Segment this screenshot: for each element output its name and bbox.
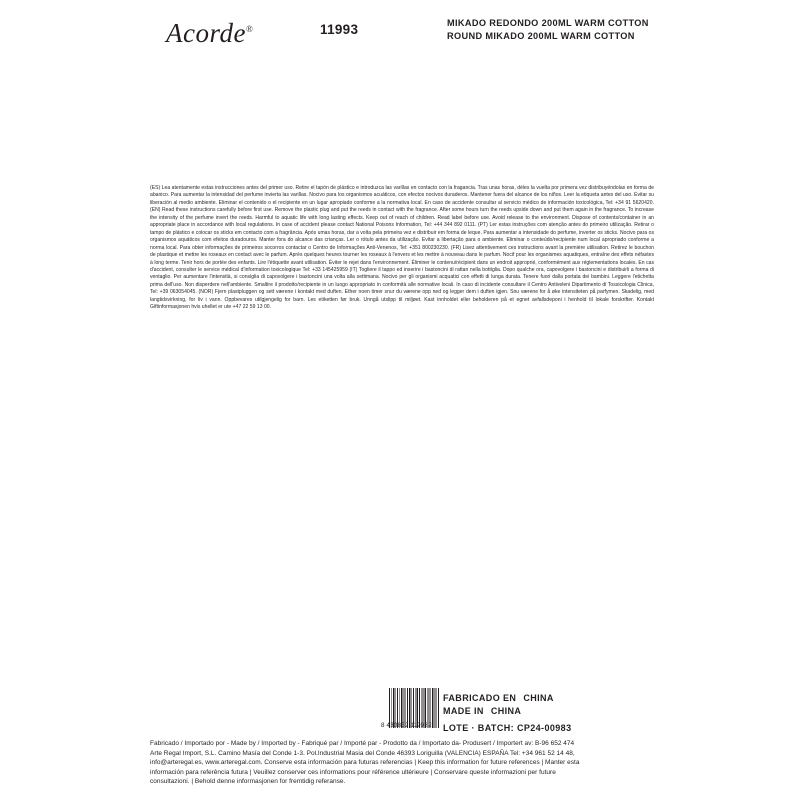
lot-batch-value: CP24-00983 xyxy=(516,723,572,733)
barcode-digits: 8 430852 119932 xyxy=(381,722,432,729)
registered-trademark-icon: ® xyxy=(245,24,254,34)
lot-batch-line xyxy=(443,723,693,733)
footer-line-3: info@arteregal.es, www.arteregal.com. Conserve esta información para futuras referencias | Keep this information for future references | Manter esta xyxy=(150,759,580,767)
lot-batch-label: LOTE · BATCH: xyxy=(443,723,515,733)
footer-line-5: consultazioni. | Behold denne informasjonen for fremtidig referanse. xyxy=(150,778,346,786)
made-in-label: MADE IN xyxy=(443,705,484,716)
barcode xyxy=(389,688,439,740)
manufacturing-block xyxy=(443,692,693,733)
made-in-line xyxy=(443,705,693,718)
brand-name: Acorde xyxy=(166,18,246,48)
footer-line-1: Fabricado / Importado por - Made by / Imported by - Fabriqué par / Importé par - Prodotto da / Importato da- Produsert / Importert av: B-96 652 474 xyxy=(150,740,575,747)
fabricado-country: CHINA xyxy=(523,693,554,703)
product-title-es: MIKADO REDONDO 200ML WARM COTTON xyxy=(447,18,649,28)
footer-line-2: Arte Regal Import, S.L. Camino Masía del Conde 1-3. Pol.Industrial Masia del Conde 46393 Loriguilla (VALENCIA) ESPAÑA Tel: +34 961 52 14 48, xyxy=(150,749,575,757)
instructions-paragraph: (ES) Lea atentamente estas instrucciones antes del primer uso. Retire el tapón de plástico e introduzca las varillas en contacto con la fragancia. Tras unas horas, déles la vuelta por primera vez distribuyéndolas en forma de abanico. Para aumentar la intensidad del perfume invierta las varillas. Nocivo para los organismos acuáticos, con efectos nocivos duraderos. Mantener fuera del alcance de los niños. Leer la etiqueta antes del uso. Evitar su liberación al medio ambiente. Eliminar el contenido o el recipiente en un lugar apropiado conforme a la normativa local. En caso de accidente consultar al servicio médico de información toxicológica, Tel: +34 91 5620420. (EN) Read these instructions carefully before first use. Remove the plastic plug and put the reeds in contact with the fragrance. After some hours turn the reeds upside down and put them again in the fragrance. To increase the intensity of the perfume invert the reeds. Harmful to aquatic life with long lasting effects. Keep out of reach of children. Read label before use. Avoid release to the environment. Dispose of contents/container in an appropriate place in accordance with local regulations. In case of accident please contact National Poisons Information, Tel: +44 344 892 0111. (PT) Ler estas instruções com atenção antes do primeiro utilização. Retirar o tampo de plástico e colocar os sticks em contacto com a fragrância. Após umas horas, dar a volta pela primeira vez e distribuir em forma de leque. Para aumentar a intensidade do perfume, inverter os sticks. Nocivo para os organismos aquáticos com efeitos duradouros. Manter fora do alcance das crianças. Ler o rótulo antes da utilização. Evitar a libertação para o ambiente. Eliminar o conteúdo/recipiente num local apropriado conforme a norma local. Para obter informações de primeiros socorros contactar o Centro de Informações Anti-Venenos, Tel: +351 800230230. (FR) Lisez attentivement ces instructions avant la première utilisation. Retirez le bouchon de plastique et mettre les roseaux en contact avec le parfum. Après quelques heures tourner les roseaux à l'envers et les mettre à nouveau dans le parfum. Nocif pour les organismes aquatiques, entraîne des effets néfastes à long terme. Tenir hors de portée des enfants. Lire l'étiquette avant utilisation. Éviter le rejet dans l'environnement. Éliminer le contenu/récipient dans un endroit approprié, conformément aux réglementations locales. En cas d'accident, consulter le service médical d'information toxicologique Tel: +33 145425959 (IT) Togliere il tappo ed inserire i bastoncini di rattan nella bottiglia. Dopo qualche ora, capovolgere i bastoncini e distribuirli a forma di ventaglio. Per aumentare l'intensità, si consiglia di capovolgere i bastoncini una volta alla settimana. Nocivo per gli organismi acquatici con effetti di lunga durata. Tenere fuori dalla portata dei bambini. Leggere l'etichetta prima dell'uso. Non disperdere nell'ambiente. Smaltire il prodotto/recipiente in un luogo appropriato in conformità alle normative locali. In caso di incidente consultare il Centro Antiveleni Dipartimento di Tossicologia Clinica, Tel: +39 063054045. (NOR) Fjern plastpluggen og sett værene i kontakt med duften. Ether noen timer snur du værene opp ned og legger dem i duften igjen. Snu værene for å øke intensiteten på parfymen. Skadelig, med langtidsvirkning, for liv i vann. Oppbevares utilgjengelig for barn. Les etiketten før bruk. Unngå utslipp til miljøet. Kast innholdet eller beholderen på et egnet avfallsdeponi i henhold til lokale forskrifter. Kontakt Giftinformasjonen hvis uhellet er ute +47 22 59 13 00. xyxy=(150,185,654,311)
made-in-country: CHINA xyxy=(490,705,522,716)
footer-legal-text xyxy=(150,739,630,787)
reference-code: 11993 xyxy=(320,22,359,37)
footer-line-4: información para referência futura | Veuillez conserver ces informations pour référence ultérieure | Conservare queste informazioni per future xyxy=(150,768,556,776)
product-title-block xyxy=(447,17,777,43)
product-title-en: ROUND MIKADO 200ML WARM COTTON xyxy=(447,31,635,41)
fabricado-label: FABRICADO EN xyxy=(443,693,517,703)
brand-logo xyxy=(166,18,253,49)
fabricado-line xyxy=(443,692,693,705)
